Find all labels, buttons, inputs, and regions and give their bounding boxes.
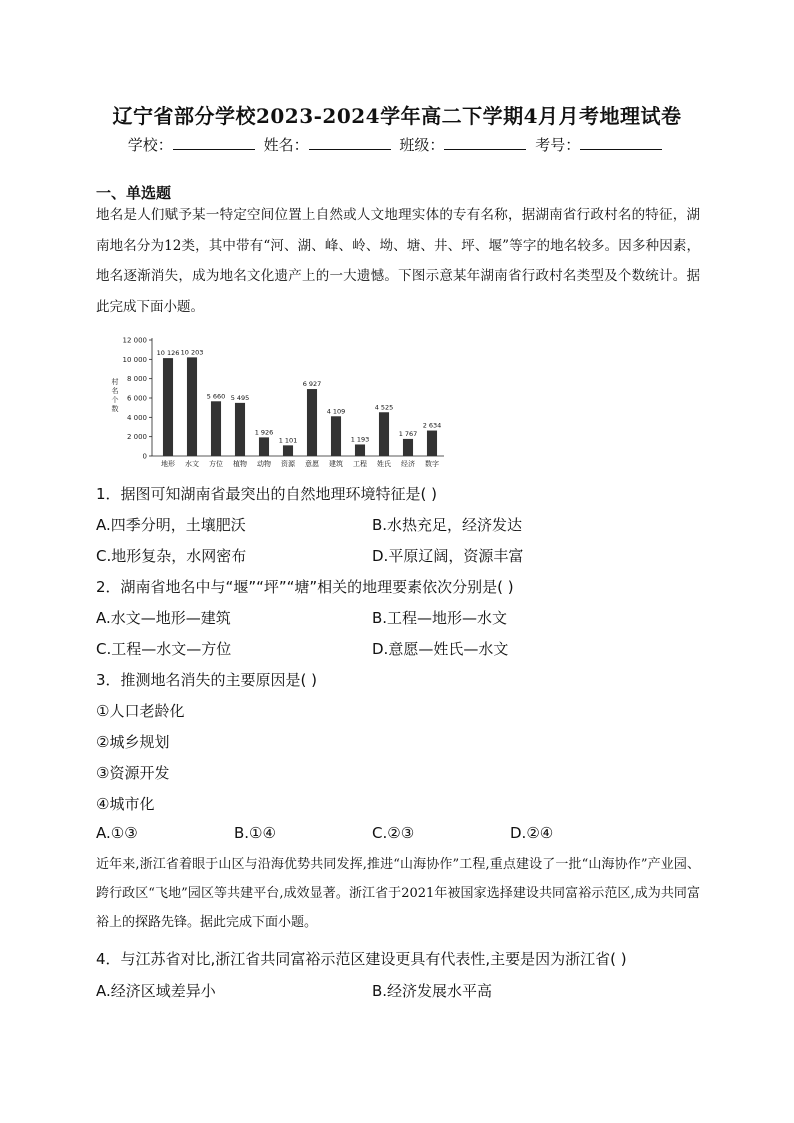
- x-tick-label: 经济: [401, 460, 415, 468]
- exam-number-blank[interactable]: [580, 135, 662, 150]
- x-tick-label: 水文: [185, 460, 199, 468]
- y-tick-label: 4 000: [126, 413, 147, 422]
- q1-option-b[interactable]: B.水热充足，经济发达: [372, 516, 523, 534]
- q2-option-c[interactable]: C.工程—水文—方位: [96, 640, 232, 658]
- bar-植物: [235, 403, 245, 456]
- x-tick-label: 建筑: [329, 460, 343, 468]
- q3-item-1: ①人口老龄化: [96, 702, 185, 720]
- bar-value-label: 1 193: [350, 435, 370, 444]
- y-axis-label-char: 数: [111, 405, 119, 413]
- question-1-stem: 1．据图可知湖南省最突出的自然地理环境特征是( ): [96, 485, 438, 503]
- class-label: 班级：: [399, 136, 445, 154]
- y-tick-label: 2 000: [126, 433, 147, 442]
- q3-option-c[interactable]: C.②③: [372, 824, 415, 842]
- y-tick-label: 8 000: [126, 375, 147, 384]
- q3-option-a[interactable]: A.①③: [96, 824, 138, 842]
- exam-title: 辽宁省部分学校2023-2024学年高二下学期4月月考地理试卷: [112, 104, 682, 128]
- y-axis-label-char: 名: [111, 387, 119, 395]
- q3-item-2: ②城乡规划: [96, 733, 170, 751]
- x-tick-label: 方位: [209, 460, 223, 468]
- bar-动物: [259, 437, 269, 456]
- q1-option-c[interactable]: C.地形复杂，水网密布: [96, 547, 247, 565]
- x-tick-label: 姓氏: [377, 460, 391, 468]
- reading-passage-1: 地名是人们赋予某一特定空间位置上自然或人文地理实体的专有名称，据湖南省行政村名的特征，湖南地名分为12类，其中带有“河、湖、峰、岭、坳、塘、井、坪、堰”等字的地名较多。因多种因素，地名逐渐消失，成为地名文化遗产上的一大遗憾。下图示意某年湖南省行政村名类型及个数统计。据此完成下面小题。: [96, 207, 700, 315]
- x-tick-label: 意愿: [305, 460, 319, 468]
- q3-option-d[interactable]: D.②④: [510, 824, 554, 842]
- bar-value-label: 1 101: [278, 436, 298, 445]
- class-blank[interactable]: [444, 135, 526, 150]
- bar-经济: [403, 439, 413, 456]
- bar-value-label: 2 634: [422, 421, 442, 430]
- q2-option-a[interactable]: A.水文—地形—建筑: [96, 609, 231, 627]
- question-3-stem: 3．推测地名消失的主要原因是( ): [96, 671, 318, 689]
- x-tick-label: 资源: [281, 460, 295, 468]
- exam-number-label: 考号：: [535, 136, 581, 154]
- q3-item-3: ③资源开发: [96, 764, 170, 782]
- x-tick-label: 数字: [425, 460, 439, 468]
- bar-value-label: 1 767: [398, 429, 418, 438]
- bar-建筑: [331, 416, 341, 456]
- student-info-row: [0, 134, 794, 155]
- name-blank[interactable]: [309, 135, 391, 150]
- bar-value-label: 1 926: [254, 428, 274, 437]
- bar-意愿: [307, 389, 317, 456]
- bar-工程: [355, 444, 365, 456]
- question-2-stem: 2．湖南省地名中与“堰”“坪”“塘”相关的地理要素依次分别是( ): [96, 578, 514, 596]
- bar-资源: [283, 445, 293, 456]
- y-tick-label: 0: [142, 452, 147, 461]
- bar-方位: [211, 401, 221, 456]
- q4-option-a[interactable]: A.经济区域差异小: [96, 982, 216, 1000]
- y-tick-label: 12 000: [122, 336, 147, 345]
- school-blank[interactable]: [173, 135, 255, 150]
- q4-option-b[interactable]: B.经济发展水平高: [372, 982, 493, 1000]
- q1-option-d[interactable]: D.平原辽阔，资源丰富: [372, 547, 524, 565]
- x-tick-label: 动物: [257, 460, 271, 468]
- village-name-bar-chart: [106, 332, 452, 472]
- x-tick-label: 工程: [353, 460, 367, 468]
- y-axis-label-char: 个: [111, 396, 119, 404]
- q1-option-a[interactable]: A.四季分明，土壤肥沃: [96, 516, 246, 534]
- x-tick-label: 地形: [161, 460, 175, 468]
- name-label: 姓名：: [263, 136, 309, 154]
- bar-value-label: 10 203: [180, 348, 204, 357]
- bar-数字: [427, 431, 437, 456]
- q3-item-4: ④城市化: [96, 795, 155, 813]
- y-tick-label: 10 000: [122, 355, 147, 364]
- section-heading: 一、单选题: [96, 184, 172, 202]
- school-label: 学校：: [127, 136, 173, 154]
- bar-姓氏: [379, 412, 389, 456]
- q2-option-d[interactable]: D.意愿—姓氏—水文: [372, 640, 509, 658]
- reading-passage-2: 近年来,浙江省着眼于山区与沿海优势共同发挥,推进“山海协作”工程,重点建设了一批“山海协作”产业园、跨行政区“飞地”园区等共建平台,成效显著。浙江省于2021年被国家选择建设共同富裕示范区,成为共同富裕上的探路先锋。据此完成下面小题。: [96, 857, 700, 930]
- bar-水文: [187, 357, 197, 456]
- bar-地形: [163, 358, 173, 456]
- y-tick-label: 6 000: [126, 394, 147, 403]
- y-axis-label-char: 村: [111, 378, 119, 386]
- bar-value-label: 5 660: [206, 392, 226, 401]
- bar-value-label: 5 495: [230, 393, 250, 402]
- bar-value-label: 10 126: [156, 349, 180, 358]
- bar-value-label: 4 109: [326, 407, 346, 416]
- question-4-stem: 4．与江苏省对比,浙江省共同富裕示范区建设更具有代表性,主要是因为浙江省( ): [96, 950, 627, 968]
- q2-option-b[interactable]: B.工程—地形—水文: [372, 609, 508, 627]
- bar-value-label: 6 927: [302, 380, 322, 389]
- q3-option-b[interactable]: B.①④: [234, 824, 276, 842]
- bar-value-label: 4 525: [374, 403, 394, 412]
- x-tick-label: 植物: [233, 460, 247, 468]
